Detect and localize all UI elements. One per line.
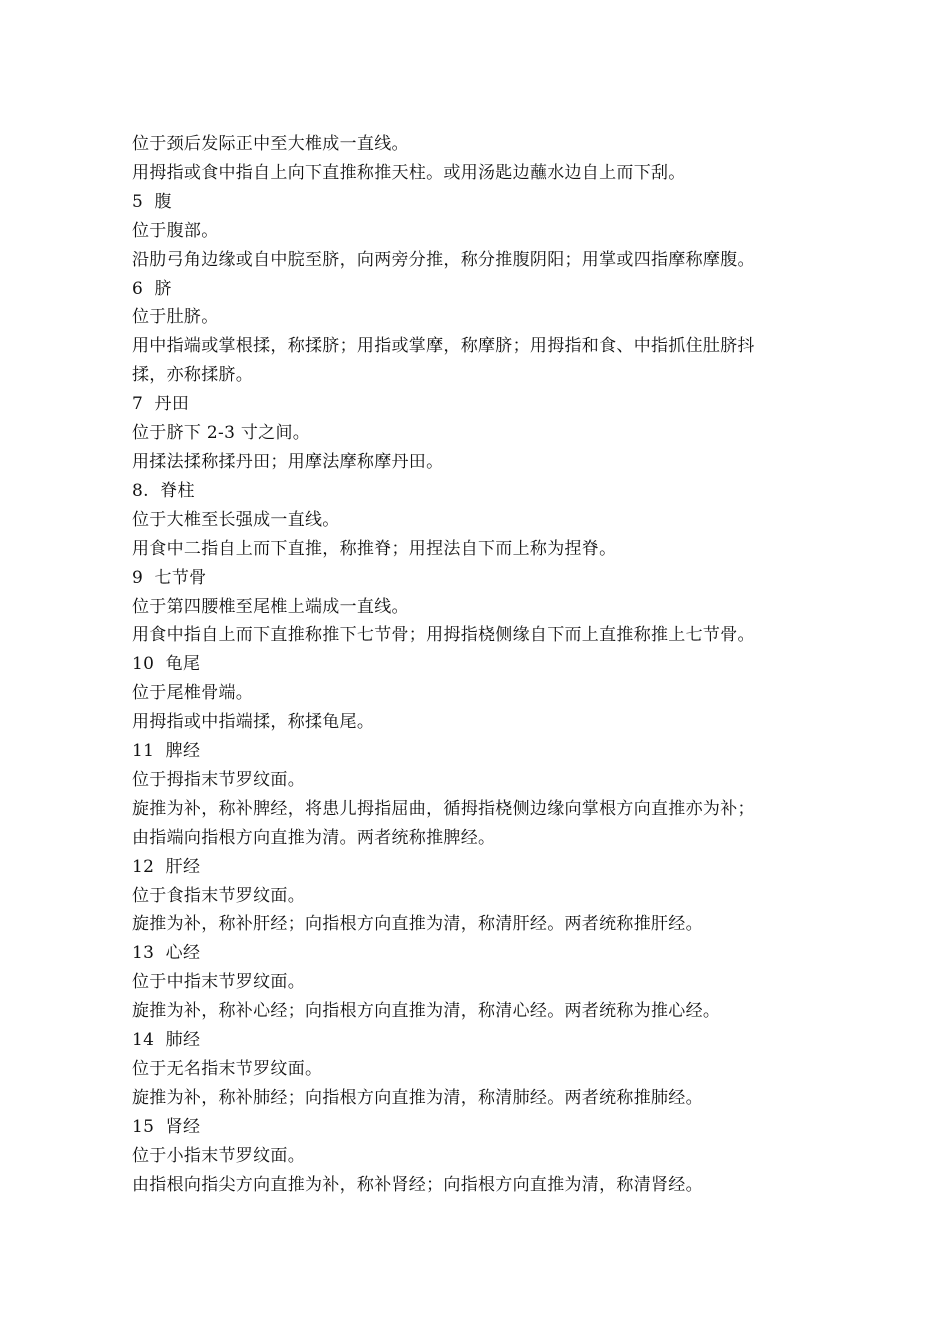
text-line: 位于腹部。 <box>132 220 219 241</box>
section-heading: 15 肾经 <box>132 1116 201 1137</box>
text-line: 位于第四腰椎至尾椎上端成一直线。 <box>132 596 409 617</box>
text-line: 位于食指末节罗纹面。 <box>132 885 305 906</box>
section-heading: 5 腹 <box>132 191 172 212</box>
section-heading: 13 心经 <box>132 943 201 964</box>
text-line: 旋推为补，称补脾经，将患儿拇指屈曲，循拇指桡侧边缘向掌根方向直推亦为补； <box>132 798 755 819</box>
text-line: 由指根向指尖方向直推为补，称补肾经；向指根方向直推为清，称清肾经。 <box>132 1174 703 1195</box>
text-line: 用食中二指自上而下直推，称推脊；用捏法自下而上称为捏脊。 <box>132 538 617 559</box>
section-heading: 8. 脊柱 <box>132 480 195 501</box>
text-line: 位于大椎至长强成一直线。 <box>132 509 340 530</box>
text-line: 用揉法揉称揉丹田；用摩法摩称摩丹田。 <box>132 451 444 472</box>
document-body <box>132 130 832 1200</box>
text-line: 位于脐下 2-3 寸之间。 <box>132 423 311 444</box>
text-line: 旋推为补，称补肺经；向指根方向直推为清，称清肺经。两者统称推肺经。 <box>132 1087 703 1108</box>
text-line: 揉，亦称揉脐。 <box>132 365 254 386</box>
text-line: 位于尾椎骨端。 <box>132 683 254 704</box>
text-line: 位于肚脐。 <box>132 307 219 328</box>
text-line: 旋推为补，称补心经；向指根方向直推为清，称清心经。两者统称为推心经。 <box>132 1001 721 1022</box>
text-line: 位于颈后发际正中至大椎成一直线。 <box>132 134 409 154</box>
section-heading: 7 丹田 <box>132 394 190 415</box>
text-line: 旋推为补，称补肝经；向指根方向直推为清，称清肝经。两者统称推肝经。 <box>132 914 703 935</box>
section-heading: 6 脐 <box>132 278 172 299</box>
text-line: 用中指端或掌根揉，称揉脐；用指或掌摩，称摩脐；用拇指和食、中指抓住肚脐抖 <box>132 336 755 357</box>
section-heading: 14 肺经 <box>132 1030 201 1051</box>
text-line: 用拇指或中指端揉，称揉龟尾。 <box>132 712 375 733</box>
section-heading: 11 脾经 <box>132 741 201 762</box>
text-line: 由指端向指根方向直推为清。两者统称推脾经。 <box>132 827 496 848</box>
text-line: 用食中指自上而下直推称推下七节骨；用拇指桡侧缘自下而上直推称推上七节骨。 <box>132 625 755 646</box>
section-heading: 9 七节骨 <box>132 567 207 588</box>
section-heading: 10 龟尾 <box>132 654 201 675</box>
text-line: 沿肋弓角边缘或自中脘至脐，向两旁分推，称分推腹阴阳；用掌或四指摩称摩腹。 <box>132 249 755 270</box>
text-line: 位于中指末节罗纹面。 <box>132 972 305 993</box>
text-line: 位于拇指末节罗纹面。 <box>132 769 305 790</box>
text-line: 位于无名指末节罗纹面。 <box>132 1059 323 1079</box>
section-heading: 12 肝经 <box>132 856 201 877</box>
text-line: 用拇指或食中指自上向下直推称推天柱。或用汤匙边蘸水边自上而下刮。 <box>132 162 686 183</box>
text-line: 位于小指末节罗纹面。 <box>132 1145 305 1166</box>
